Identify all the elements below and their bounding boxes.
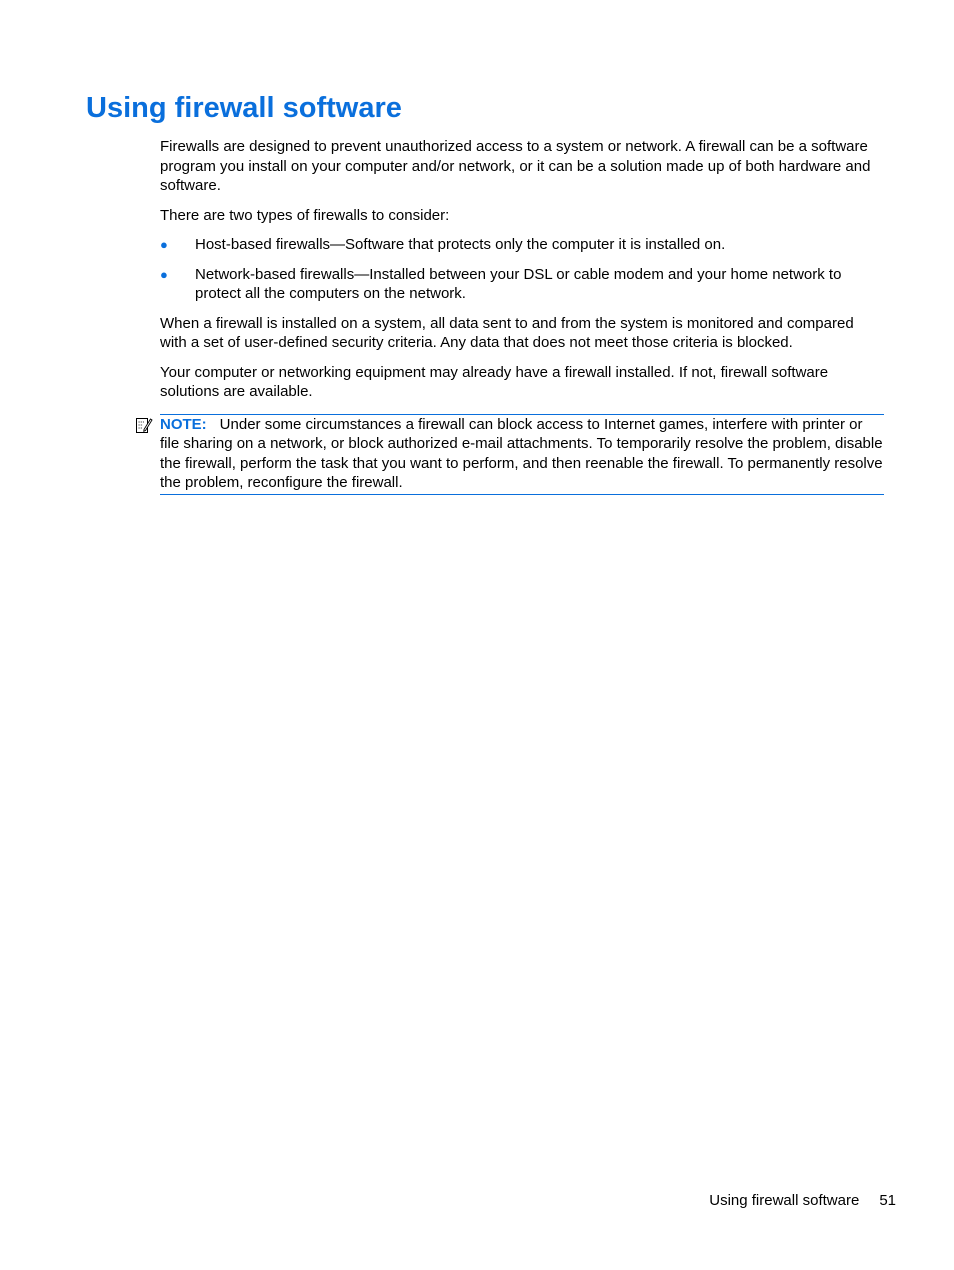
paragraph-intro: Firewalls are designed to prevent unauthorized access to a system or network. A firewall can be a software program you install on your computer and/or network, or it can be a solution made up of both hardware and software. [160, 138, 871, 194]
note-text: Under some circumstances a firewall can block access to Internet games, interfere with printer or file sharing on a network, or block authorized e-mail attachments. To temporarily resolve the problem, disable the firewall, perform the task that you want to perform, and then reenable the firewall. To permanently resolve the problem, reconfigure the firewall. [160, 415, 883, 491]
list-item [160, 235, 884, 255]
paragraph-monitoring: When a firewall is installed on a system, all data sent to and from the system is monitored and compared with a set of user-defined security criteria. Any data that does not meet those criteria is blocked. [160, 314, 854, 351]
paragraph-types-lead: There are two types of firewalls to consider: [160, 206, 450, 224]
list-item [160, 265, 884, 304]
page-title: Using firewall software [86, 92, 402, 124]
list-item-text: Host-based firewalls—Software that protects only the computer it is installed on. [195, 236, 726, 253]
list-item-text: Network-based firewalls—Installed between your DSL or cable modem and your home network to protect all the computers on the network. [195, 265, 842, 302]
bullet-icon: ● [160, 266, 168, 282]
bullet-icon: ● [160, 237, 168, 252]
note-box [160, 414, 884, 495]
document-body [160, 137, 884, 495]
note-pencil-icon [135, 416, 153, 434]
footer-section-title: Using firewall software [709, 1192, 860, 1209]
page-number: 51 [879, 1192, 896, 1209]
paragraph-availability: Your computer or networking equipment may already have a firewall installed. If not, firewall software solutions are available. [160, 363, 829, 400]
note-label: NOTE: [160, 415, 207, 433]
firewall-types-list [160, 235, 884, 304]
page-footer [709, 1191, 896, 1211]
